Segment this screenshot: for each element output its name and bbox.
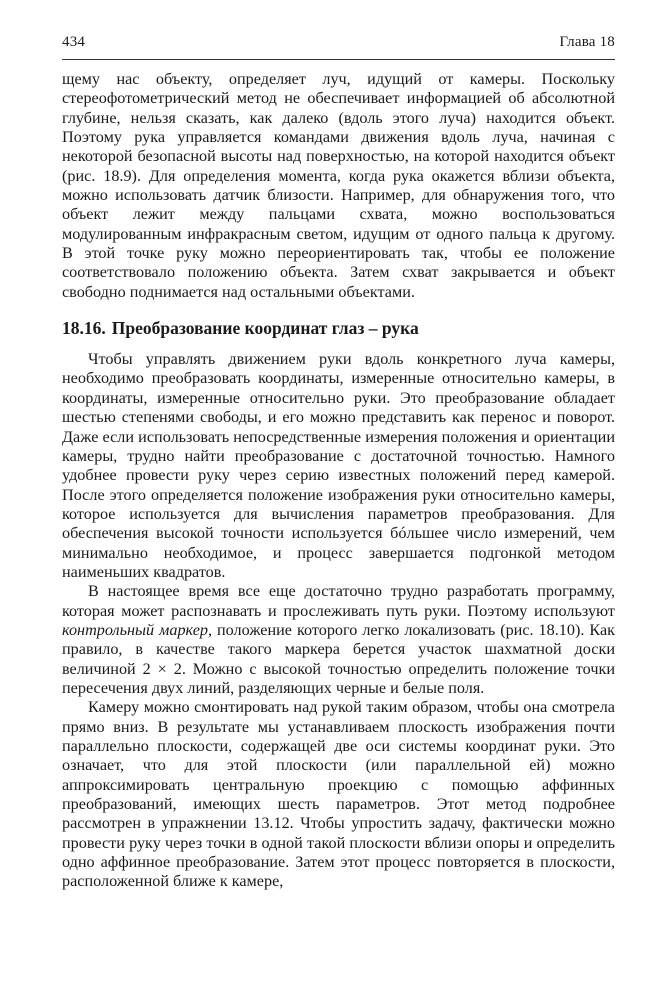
book-page [62, 34, 615, 892]
paragraph-2 [62, 582, 615, 698]
header-rule [62, 59, 615, 60]
section-title: Преобразование координат глаз – рука [111, 318, 419, 339]
page-number: 434 [62, 34, 86, 50]
paragraph-2-text-b: , положение которого легко локализовать (рис. 18.10). Как правило, в качестве такого маркера берется участок шахматной доски величиной 2 × 2. Можно с высокой точностью определить положение точки пересечения двух линий, разделяющих черные и белые поля. [62, 620, 615, 697]
paragraph-2-text-a: В настоящее время все еще достаточно трудно разработать программу, которая может распознавать и прослеживать путь руки. Поэтому используют [62, 582, 615, 620]
paragraph-2-emphasis: контрольный маркер [62, 620, 208, 639]
running-header [62, 34, 615, 54]
paragraph-continuation: щему нас объекту, определяет луч, идущий от камеры. Поскольку стереофотометрический метод не обеспечивает информацией об абсолютной глубине, нельзя сказать, как далеко (вдоль этого луча) находится объект. Поэтому рука управляется командами движения вдоль луча, начиная с некоторой безопасной высоты над поверхностью, на которой находится объект (рис. 18.9). Для определения момента, когда рука окажется вблизи объекта, можно использовать датчик близости. Например, для обнаружения того, что объект лежит между пальцами схвата, можно воспользоваться модулированным инфракрасным светом, идущим от одного пальца к другому. В этой точке руку можно переориентировать так, чтобы ее положение соответствовало положению объекта. Затем схват закрывается и объект свободно поднимается над остальными объектами. [62, 70, 615, 301]
section-heading [62, 318, 615, 338]
paragraph-1: Чтобы управлять движением руки вдоль конкретного луча камеры, необходимо преобразовать координаты, измеренные относительно камеры, в координаты, измеренные относительно руки. Это преобразование обладает шестью степенями свободы, и его можно представить как перенос и поворот. Даже если использовать непосредственные измерения положения и ориентации камеры, трудно найти преобразование с достаточной точностью. Намного удобнее провести руку через серию известных положений перед камерой. После этого определяется положение изображения руки относительно камеры, которое используется для вычисления параметров преобразования. Для обеспечения высокой точности используется бóльшее число измерений, чем минимально необходимое, и процесс завершается подгонкой методом наименьших квадратов. [62, 350, 615, 581]
chapter-label: Глава 18 [559, 34, 615, 50]
section-number: 18.16. [62, 318, 106, 339]
paragraph-3: Камеру можно смонтировать над рукой таким образом, чтобы она смотрела прямо вниз. В результате мы устанавливаем плоскость изображения почти параллельно плоскости, содержащей две оси системы координат руки. Это означает, что для этой плоскости (или параллельной ей) можно аппроксимировать центральную проекцию с помощью аффинных преобразований, имеющих шесть параметров. Этот метод подробнее рассмотрен в упражнении 13.12. Чтобы упростить задачу, фактически можно провести руку через точки в одной такой плоскости вблизи опоры и определить одно аффинное преобразование. Затем этот процесс повторяется в плоскости, расположенной ближе к камере, [62, 698, 615, 891]
